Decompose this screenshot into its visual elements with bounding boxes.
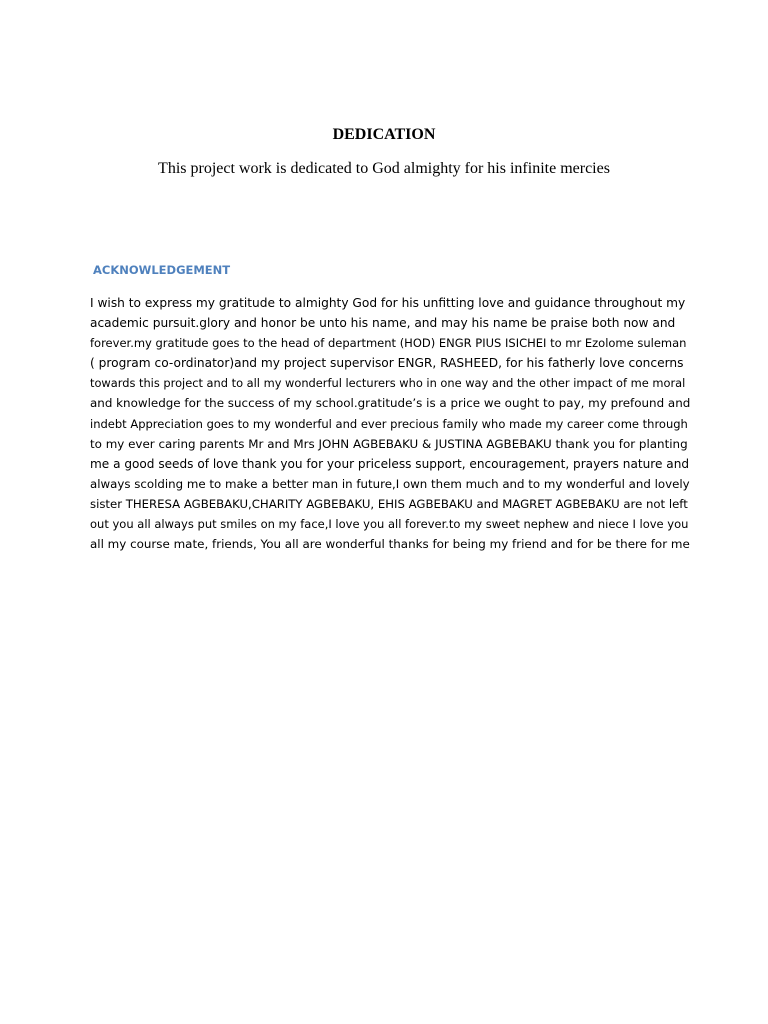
acknowledgement-line: towards this project and to all my wonderful lecturers who in one way and the other impact of me moral (90, 376, 686, 391)
acknowledgement-line: all my course mate, friends, You all are wonderful thanks for being my friend and for be there for me (90, 537, 690, 552)
acknowledgement-line: me a good seeds of love thank you for your priceless support, encouragement, prayers nature and (90, 456, 690, 471)
dedication-title: DEDICATION (332, 126, 436, 143)
acknowledgement-line: indebt Appreciation goes to my wonderful and ever precious family who made my career come through (90, 416, 688, 431)
acknowledgement-line: and knowledge for the success of my school.gratitude’s is a price we ought to pay, my prefound and (90, 396, 691, 411)
acknowledgement-line: forever.my gratitude goes to the head of department (HOD) ENGR PIUS ISICHEI to mr Ezolome suleman (90, 336, 687, 351)
acknowledgement-line: always scolding me to make a better man in future,I own them much and to my wonderful and lovely (90, 476, 690, 491)
acknowledgement-line: ( program co-ordinator)and my project supervisor ENGR, RASHEED, for his fatherly love concerns (90, 356, 684, 371)
acknowledgement-line: sister THERESA AGBEBAKU,CHARITY AGBEBAKU, EHIS AGBEBAKU and MAGRET AGBEBAKU are not left (90, 496, 688, 511)
acknowledgement-line: academic pursuit.glory and honor be unto his name, and may his name be praise both now and (90, 316, 676, 331)
acknowledgement-heading: ACKNOWLEDGEMENT (93, 263, 231, 277)
dedication-text: This project work is dedicated to God almighty for his infinite mercies (158, 160, 610, 177)
acknowledgement-body (90, 293, 690, 554)
acknowledgement-line: to my ever caring parents Mr and Mrs JOHN AGBEBAKU & JUSTINA AGBEBAKU thank you for planting (90, 436, 688, 451)
acknowledgement-line: out you all always put smiles on my face,I love you all forever.to my sweet nephew and niece I love you (90, 517, 689, 532)
acknowledgement-line: I wish to express my gratitude to almighty God for his unfitting love and guidance throughout my (90, 296, 686, 310)
